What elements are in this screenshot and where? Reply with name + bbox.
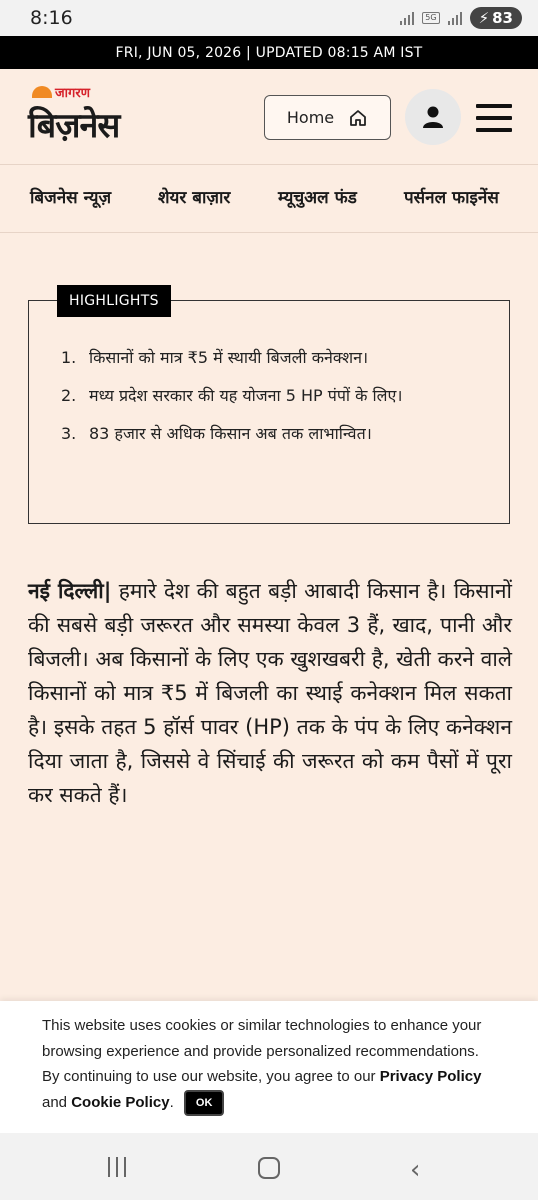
home-nav-icon[interactable] [258,1157,280,1179]
nav-item-business-news[interactable]: बिजनेस न्यूज़ [30,188,112,208]
recent-apps-icon[interactable] [108,1157,126,1177]
highlight-number: 3. [61,424,77,443]
home-button[interactable] [264,95,391,140]
cookie-banner [0,1001,538,1133]
user-icon [422,105,444,129]
charging-icon: ⚡ [478,9,490,27]
privacy-policy-link[interactable]: Privacy Policy [379,1068,482,1085]
highlight-text: 83 हजार से अधिक किसान अब तक लाभान्वित। [89,424,372,443]
back-icon[interactable]: ‹ [410,1155,421,1185]
highlight-number: 1. [61,348,77,367]
highlights-label: HIGHLIGHTS [57,285,171,317]
highlight-number: 2. [61,386,77,405]
highlights-box [28,293,510,524]
user-account-button[interactable] [405,89,461,145]
highlight-item [61,343,481,373]
highlights-list [61,343,481,457]
article-body [28,574,512,812]
status-bar [0,0,538,36]
logo-main-text: बिज़नेस [28,106,120,146]
nav-item-personal-finance[interactable]: पर्सनल फाइनेंस [404,188,499,208]
signal-icon [400,11,414,25]
logo-brand-text: जागरण [55,86,91,101]
cookie-text: This website uses cookies or similar technologies to enhance your browsing experience and provide personalized recommendations. By continuing to use our website, you agree to our [42,1017,482,1085]
menu-icon[interactable] [476,104,512,132]
cookie-ok-button[interactable]: OK [184,1090,225,1116]
highlight-item [61,419,481,449]
highlight-item [61,381,481,411]
date-updated-text: FRI, JUN 05, 2026 | UPDATED 08:15 AM IST [115,44,423,61]
cookie-period: . [169,1093,174,1111]
logo-brand-row [32,83,90,101]
status-icons [400,7,522,29]
battery-level: 83 [492,9,513,27]
nav-item-share-market[interactable]: शेयर बाज़ार [158,188,231,208]
network-type-icon: 5G [422,12,439,24]
system-nav-bar [0,1133,538,1200]
sun-icon [32,86,52,98]
site-logo[interactable] [28,81,158,151]
highlight-text: किसानों को मात्र ₹5 में स्थायी बिजली कनेक्शन। [89,348,369,367]
signal-icon-2 [448,11,462,25]
status-time: 8:16 [30,7,73,29]
site-header [0,69,538,165]
cookie-policy-link[interactable]: Cookie Policy [71,1093,170,1111]
nav-item-mutual-fund[interactable]: म्यूचुअल फंड [278,188,357,208]
highlight-text: मध्य प्रदेश सरकार की यह योजना 5 HP पंपों के लिए। [89,386,403,405]
home-icon [348,108,368,128]
category-nav [0,165,538,233]
home-button-label: Home [286,108,335,127]
cookie-and: and [42,1093,68,1111]
date-bar [0,36,538,69]
article-dateline: नई दिल्ली| [28,579,112,603]
battery-indicator [470,7,522,29]
article-paragraph: हमारे देश की बहुत बड़ी आबादी किसान है। किसानों की सबसे बड़ी जरूरत और समस्या केवल 3 हैं, खाद, पानी और बिजली। अब किसानों के लिए एक खुशखबरी है, खेती करने वाले किसानों को मात्र ₹5 में बिजली का स्थाई कनेक्शन मिल सकता है। इसके तहत 5 हॉर्स पावर (HP) तक के पंप के लिए कनेक्शन दिया जाता है, जिससे वे सिंचाई की जरूरत को कम पैसों में पूरा कर सकते हैं। [28,579,512,807]
